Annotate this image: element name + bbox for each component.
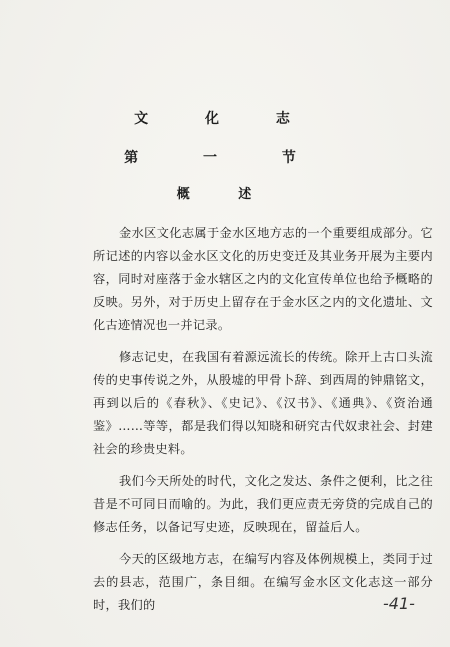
section-subtitle: 概 述: [176, 187, 274, 202]
paragraph: 我们今天所处的时代，文化之发达、条件之便利，比之往昔是不可同日而喻的。为此，我们更应责无旁贷的完成自己的修志任务，以备记写史迹，反映现在，留益后人。: [93, 474, 433, 534]
page-number: -41-: [383, 594, 415, 613]
body-text: [93, 222, 433, 617]
paragraph: 修志记史，在我国有着源远流长的传统。除开上古口头流传的史事传说之外，从殷墟的甲骨卜辞、到西周的钟鼎铭文，再到以后的《春秋》、《史记》、《汉书》、《通典》、《资治通鉴》……等等，都是我们得以知晓和研究古代奴隶社会、封建社会的珍贵史料。: [93, 350, 433, 456]
paragraph: 今天的区级地方志，在编写内容及体例规模上，类同于过去的县志，范围广，条目细。在编写金水区文化志这一部分时，我们的: [93, 552, 433, 612]
paragraph: 金水区文化志属于金水区地方志的一个重要组成部分。它所记述的内容以金水区文化的历史变迁及其业务开展为主要内容，同时对座落于金水辖区之内的文化宣传单位也给予概略的反映。另外，对于历史上留存在于金水区之内的文化遗址、文化古迹情况也一并记录。: [93, 226, 433, 332]
document-title: 文 化 志: [134, 111, 316, 127]
section-heading: 第 一 节: [124, 150, 326, 166]
